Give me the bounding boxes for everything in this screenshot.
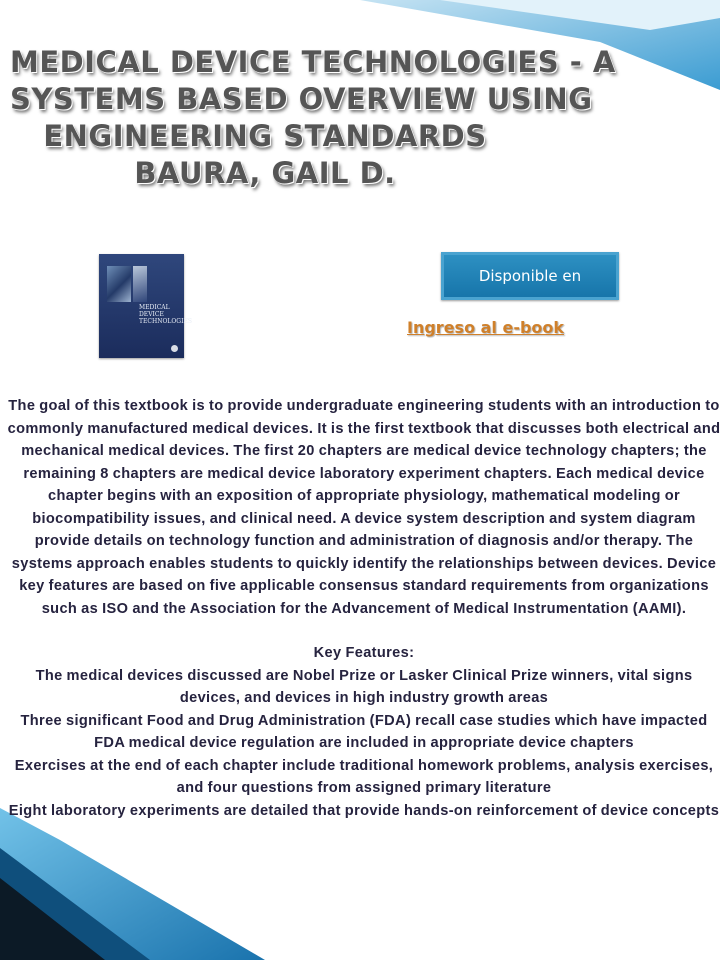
key-feature-item: The medical devices discussed are Nobel Prize or Lasker Clinical Prize winners, vital signs devices, and devices in high industry growth areas [35, 667, 693, 706]
book-cover-image [99, 254, 192, 358]
book-description [6, 395, 722, 822]
cover-art-secondary [133, 266, 147, 302]
cover-art [107, 266, 131, 302]
description-paragraph: The goal of this textbook is to provide undergraduate engineering students with an introduction to commonly manufactured medical devices. It is the first textbook that discusses both electrical and mechanical medical devices. The first 20 chapters are medical device technology chapters; the remaining 8 chapters are medical device laboratory experiment chapters. Each medical device chapter begins with an exposition of appropriate physiology, mathematical modeling or biocompatibility issues, and clinical need. A device system description and system diagram provide details on technology function and administration of diagnosis and/or therapy. The systems approach enables students to quickly identify the relationships between devices. Device key features are based on five applicable consensus standard requirements from organizations such as ISO and the Association for the Advancement of Medical Instrumentation (AAMI). [7, 398, 721, 617]
title-line-3: ENGINEERING STANDARDS [43, 119, 487, 153]
publisher-logo [171, 345, 178, 352]
author-name: BAURA, GAIL D. [134, 156, 396, 190]
key-features-heading: Key Features: [313, 645, 415, 661]
book-title [10, 44, 616, 192]
key-feature-item: Three significant Food and Drug Administration (FDA) recall case studies which have impacted FDA medical device regulation are included in appropriate device chapters [20, 712, 708, 751]
ebook-access-link[interactable]: Ingreso al e-book [407, 318, 565, 337]
available-in-button[interactable]: Disponible en [441, 252, 619, 300]
cover-title: MEDICAL DEVICE TECHNOLOGIES [139, 304, 192, 325]
key-feature-item: Exercises at the end of each chapter include traditional homework problems, analysis exercises, and four questions from assigned primary literature [14, 757, 714, 796]
title-line-2: SYSTEMS BASED OVERVIEW USING [10, 82, 593, 116]
title-line-1: MEDICAL DEVICE TECHNOLOGIES - A [10, 45, 616, 79]
key-feature-item: Eight laboratory experiments are detailed that provide hands-on reinforcement of device concepts [8, 802, 720, 819]
